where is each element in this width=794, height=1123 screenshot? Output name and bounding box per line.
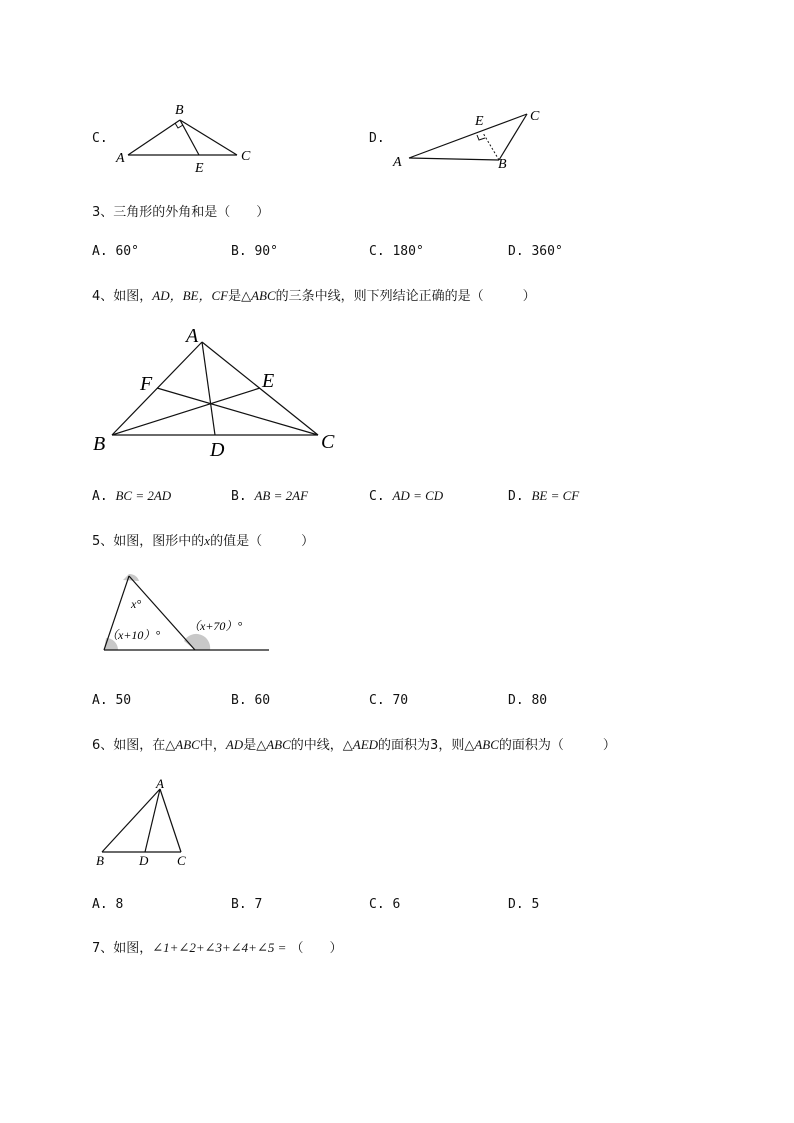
stem-text: 6、如图，在△ xyxy=(92,738,176,753)
option-value: AD = CD xyxy=(392,488,444,503)
label-top-angle: x° xyxy=(131,597,142,611)
stem-expression: ∠1+∠2+∠3+∠4+∠5 = xyxy=(152,940,287,955)
option-label: D. xyxy=(508,693,524,708)
option-label: D. xyxy=(369,131,385,146)
option-value: 50 xyxy=(115,693,132,708)
option-label: C. xyxy=(92,131,108,146)
q5-option-b[interactable] xyxy=(231,693,270,708)
q6-option-d[interactable] xyxy=(508,897,539,912)
option-value: 6 xyxy=(392,897,401,912)
q2-figure-d xyxy=(369,100,569,180)
q6-stem xyxy=(92,734,616,753)
option-value: 60° xyxy=(115,244,139,259)
q3-option-d[interactable] xyxy=(508,244,563,259)
q3-stem: 3、三角形的外角和是（ ） xyxy=(92,205,270,220)
stem-var: AD xyxy=(225,737,244,752)
stem-vars: AD，BE，CF xyxy=(152,288,229,303)
option-value: 180° xyxy=(392,244,424,259)
q3-option-c[interactable] xyxy=(369,244,424,259)
option-label: B. xyxy=(231,897,247,912)
label-c: C xyxy=(241,149,251,164)
q4-figure xyxy=(90,322,350,462)
q2-figure-c xyxy=(92,100,272,180)
stem-text: 7、如图， xyxy=(92,941,153,956)
stem-text: 的中线，△ xyxy=(290,738,353,753)
label-c: C xyxy=(530,109,540,124)
q3-option-a[interactable] xyxy=(92,244,139,259)
q2-option-c[interactable] xyxy=(92,100,272,180)
label-e: E xyxy=(475,114,484,129)
stem-text: 的面积为（ ） xyxy=(498,738,616,753)
option-value: 80 xyxy=(531,693,548,708)
label-b: B xyxy=(96,853,104,868)
option-value: 60 xyxy=(254,693,271,708)
q5-option-c[interactable] xyxy=(369,693,408,708)
option-label: B. xyxy=(231,693,247,708)
label-d: D xyxy=(210,439,225,461)
label-b: B xyxy=(498,157,507,172)
option-value: 7 xyxy=(254,897,263,912)
label-b: B xyxy=(93,433,106,455)
label-a: A xyxy=(186,325,199,347)
label-left-angle: （x+10）° xyxy=(106,628,161,642)
label-e: E xyxy=(262,370,275,392)
label-a: A xyxy=(393,155,402,170)
option-label: C. xyxy=(369,693,385,708)
label-b: B xyxy=(175,103,184,118)
option-label: D. xyxy=(508,244,524,259)
stem-text: 是△ xyxy=(228,289,252,304)
q7-stem xyxy=(92,937,343,956)
label-e: E xyxy=(195,161,204,176)
label-c: C xyxy=(177,853,186,868)
q2-option-d[interactable] xyxy=(369,100,569,180)
q6-option-c[interactable] xyxy=(369,897,400,912)
stem-text: 的值是（ ） xyxy=(210,534,315,549)
option-value: BC = 2AD xyxy=(115,488,172,503)
option-label: C. xyxy=(369,489,385,504)
label-a: A xyxy=(116,151,125,166)
stem-var: ABC xyxy=(266,737,291,752)
q6-figure xyxy=(90,772,210,872)
option-label: D. xyxy=(508,897,524,912)
option-label: C. xyxy=(369,244,385,259)
option-label: C. xyxy=(369,897,385,912)
option-value: 360° xyxy=(531,244,563,259)
stem-var: x xyxy=(204,533,211,548)
option-label: B. xyxy=(231,244,247,259)
q5-figure xyxy=(100,570,290,660)
stem-var: AED xyxy=(352,737,379,752)
option-label: A. xyxy=(92,244,108,259)
option-value: 8 xyxy=(115,897,124,912)
option-label: A. xyxy=(92,897,108,912)
label-a: A xyxy=(156,776,164,791)
stem-var: ABC xyxy=(251,288,276,303)
label-c: C xyxy=(321,431,335,453)
option-label: A. xyxy=(92,489,108,504)
stem-text: 的面积为3，则△ xyxy=(378,738,475,753)
option-value: AB = 2AF xyxy=(254,488,309,503)
option-value: BE = CF xyxy=(531,488,580,503)
q4-option-d[interactable] xyxy=(508,488,579,504)
stem-text: 4、如图， xyxy=(92,289,153,304)
q4-option-a[interactable] xyxy=(92,488,171,504)
stem-var: ABC xyxy=(474,737,499,752)
stem-text: 5、如图，图形中的 xyxy=(92,534,205,549)
label-d: D xyxy=(139,853,149,868)
stem-text: 中， xyxy=(199,738,226,753)
q6-option-b[interactable] xyxy=(231,897,262,912)
stem-var: ABC xyxy=(175,737,200,752)
q5-option-a[interactable] xyxy=(92,693,131,708)
stem-text: 是△ xyxy=(243,738,267,753)
option-label: D. xyxy=(508,489,524,504)
q4-stem xyxy=(92,285,536,304)
q5-stem xyxy=(92,530,314,549)
label-exterior-angle: （x+70）° xyxy=(188,619,243,633)
q6-option-a[interactable] xyxy=(92,897,123,912)
option-value: 5 xyxy=(531,897,540,912)
option-label: A. xyxy=(92,693,108,708)
stem-text: （ ） xyxy=(290,941,343,956)
option-label: B. xyxy=(231,489,247,504)
stem-text: 的三条中线，则下列结论正确的是（ ） xyxy=(275,289,536,304)
q5-option-d[interactable] xyxy=(508,693,547,708)
q4-option-c[interactable] xyxy=(369,488,443,504)
label-f: F xyxy=(140,373,153,395)
q4-option-b[interactable] xyxy=(231,488,308,504)
option-value: 90° xyxy=(254,244,278,259)
option-value: 70 xyxy=(392,693,409,708)
q3-option-b[interactable] xyxy=(231,244,278,259)
